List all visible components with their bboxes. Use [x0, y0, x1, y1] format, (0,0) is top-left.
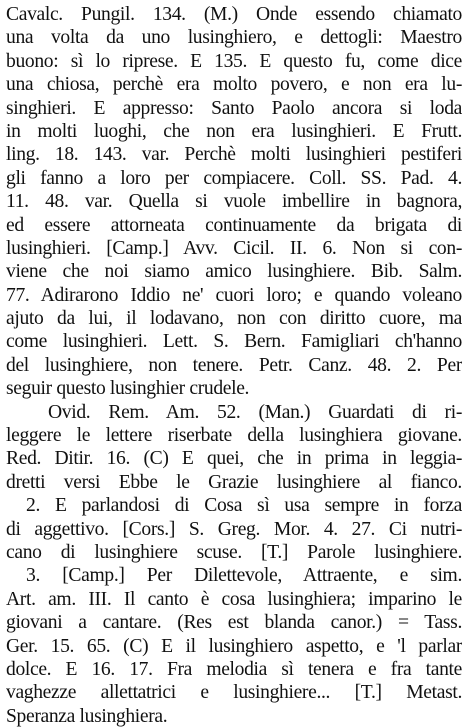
text-line: dretti versi Ebbe le Grazie lusinghiere al fianco. — [6, 471, 462, 493]
text-line: seguir questo lusinghier crudele. — [6, 378, 250, 400]
text-line: 77. Adirarono Iddio ne' cuori loro; e quando voleano — [6, 284, 462, 306]
text-line: Red. Ditir. 16. (C) E quei, che in prima in leggia- — [6, 448, 462, 470]
text-line: come lusinghieri. Lett. S. Bern. Famigliari ch'hanno — [6, 331, 462, 353]
text-line: vaghezze allettatrici e lusinghiere... [T.] Metast. — [6, 682, 462, 704]
text-line: di aggettivo. [Cors.] S. Greg. Mor. 4. 27. Ci nutri- — [6, 518, 462, 540]
text-line: ed essere attorneata continuamente da brigata di — [6, 214, 462, 236]
text-line: 3. [Camp.] Per Dilettevole, Attraente, e sim. — [26, 565, 462, 587]
text-line: in molti luoghi, che non era lusinghieri. E Frutt. — [6, 120, 462, 142]
text-line: una volta da uno lusinghiero, e dettogli: Maestro — [6, 27, 462, 49]
text-line: leggere le lettere riserbate della lusinghiera giovane. — [6, 425, 462, 447]
text-line: gli fanno a loro per compiacere. Coll. SS. Pad. 4. — [6, 167, 462, 189]
text-line: ajuto da lui, il lodavano, non con diritto cuore, ma — [6, 308, 462, 330]
text-line: Art. am. III. Il canto è cosa lusinghiera; imparino le — [6, 588, 462, 610]
text-line: Cavalc. Pungil. 134. (M.) Onde essendo chiamato — [6, 4, 462, 25]
text-line: viene che noi siamo amico lusinghiere. Bib. Salm. — [6, 261, 462, 283]
text-line: del lusinghiere, non tenere. Petr. Canz. 48. 2. Per — [6, 354, 462, 376]
text-line: 2. E parlandosi di Cosa sì usa sempre in forza — [26, 495, 462, 517]
text-line: una chiosa, perchè era molto povero, e non era lu- — [6, 74, 462, 96]
text-line: cano di lusinghiere scuse. [T.] Parole lusinghiere. — [6, 541, 462, 563]
text-line: 11. 48. var. Quella si vuole imbellire in bagnora, — [6, 191, 462, 213]
text-line: buono: sì lo riprese. E 135. E questo fu, come dice — [6, 50, 462, 72]
text-line: Ovid. Rem. Am. 52. (Man.) Guardati di ri- — [48, 401, 462, 423]
text-line: lusinghieri. [Camp.] Avv. Cicil. II. 6. Non si con- — [6, 237, 462, 259]
text-line: singhieri. E appresso: Santo Paolo ancora si loda — [6, 97, 462, 119]
text-line: Ger. 15. 65. (C) E il lusinghiero aspetto, e 'l parlar — [6, 635, 462, 657]
text-line: Speranza lusinghiera. — [6, 705, 168, 727]
text-line: dolce. E 16. 17. Fra melodia sì tenera e fra tante — [6, 658, 462, 680]
text-line: ling. 18. 143. var. Perchè molti lusinghieri pestiferi — [6, 144, 462, 166]
text-line: giovani a cantare. (Res est blanda canor.) = Tass. — [6, 612, 462, 634]
dictionary-entry-text — [6, 3, 462, 728]
